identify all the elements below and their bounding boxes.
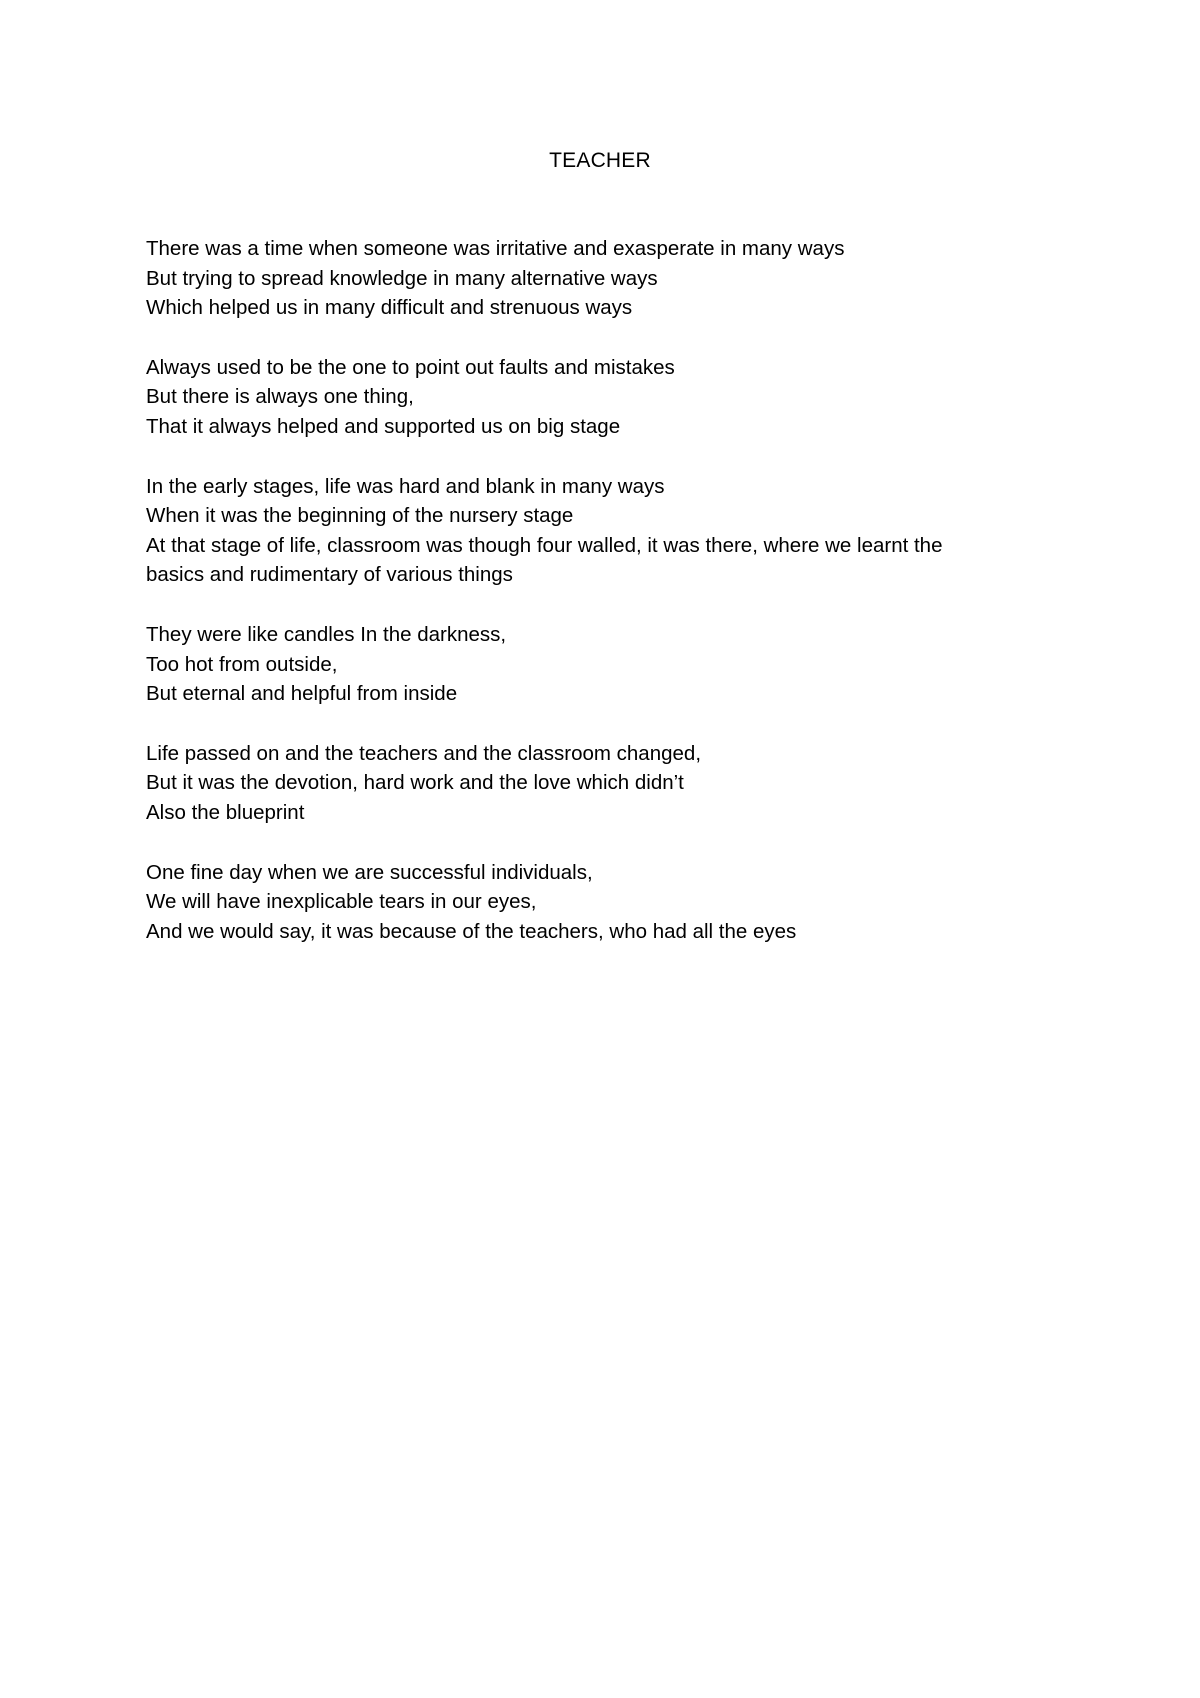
poem-line: When it was the beginning of the nursery stage — [146, 504, 574, 528]
poem-line: One fine day when we are successful individuals, — [146, 860, 593, 884]
poem-line: But there is always one thing, — [146, 385, 414, 409]
poem-line: Life passed on and the teachers and the classroom changed, — [146, 741, 702, 765]
poem-line: Which helped us in many difficult and strenuous ways — [146, 296, 633, 320]
poem-line: basics and rudimentary of various things — [146, 563, 513, 587]
poem-line: At that stage of life, classroom was though four walled, it was there, where we learnt the — [146, 533, 943, 557]
poem-line: But trying to spread knowledge in many alternative ways — [146, 266, 658, 290]
stanza-5 — [146, 739, 1046, 828]
stanza-3 — [146, 472, 1046, 590]
stanza-1 — [146, 234, 1046, 323]
poem-line: Also the blueprint — [146, 800, 305, 824]
poem-body — [146, 234, 1046, 976]
poem-line: But eternal and helpful from inside — [146, 682, 458, 706]
stanza-2 — [146, 353, 1046, 442]
poem-title: TEACHER — [549, 149, 651, 172]
poem-line: They were like candles In the darkness, — [146, 622, 507, 646]
poem-line: That it always helped and supported us on big stage — [146, 414, 621, 438]
poem-line: And we would say, it was because of the teachers, who had all the eyes — [146, 919, 797, 943]
poem-line: Always used to be the one to point out faults and mistakes — [146, 355, 675, 379]
stanza-4 — [146, 620, 1046, 709]
poem-line: But it was the devotion, hard work and the love which didn’t — [146, 771, 684, 795]
poem-line: Too hot from outside, — [146, 652, 338, 676]
poem-line: There was a time when someone was irritative and exasperate in many ways — [146, 237, 845, 260]
stanza-6 — [146, 858, 1046, 947]
poem-line: We will have inexplicable tears in our eyes, — [146, 890, 537, 914]
poem-line: In the early stages, life was hard and blank in many ways — [146, 474, 665, 498]
